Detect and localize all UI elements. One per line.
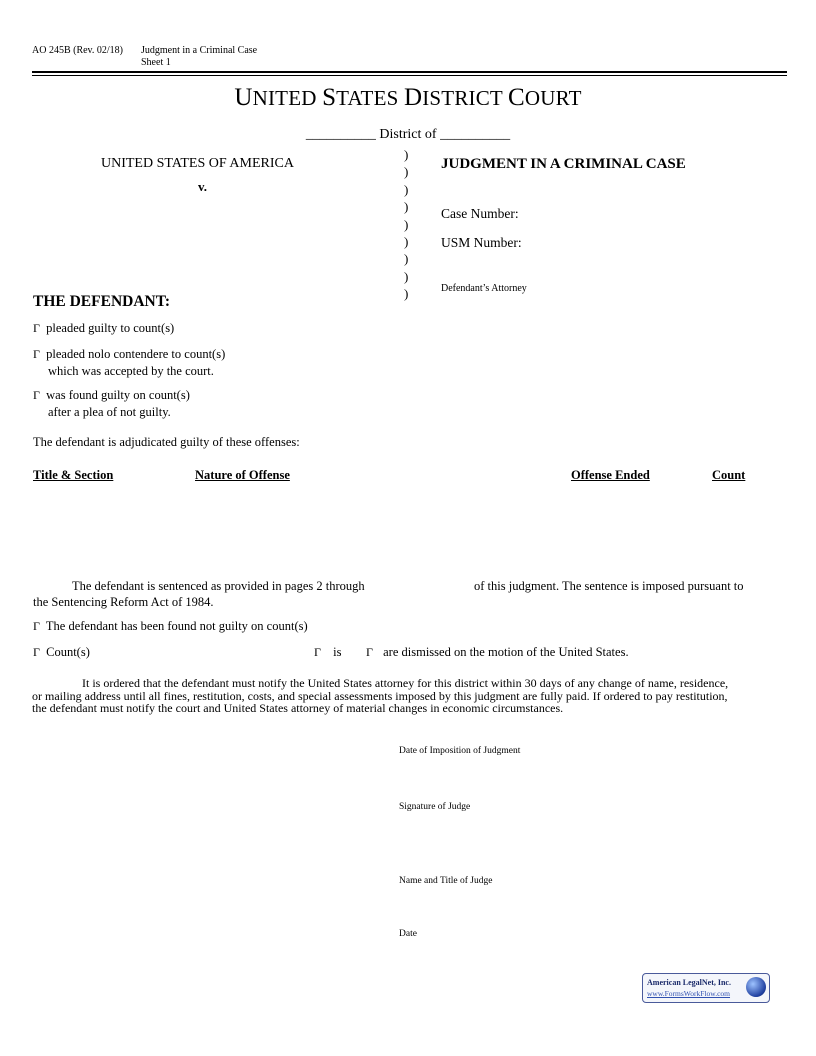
sheet-label: Sheet 1 xyxy=(141,57,171,68)
header-rule xyxy=(32,71,787,73)
found-guilty-option[interactable]: Γ was found guilty on count(s) xyxy=(33,388,190,402)
caption-parentheses: ) ) ) ) ) ) ) ) ) xyxy=(404,147,409,302)
checkbox-icon[interactable]: Γ xyxy=(366,645,373,659)
pleaded-guilty-option[interactable]: Γ pleaded guilty to count(s) xyxy=(33,321,175,335)
are-dismissed-option[interactable]: Γ are dismissed on the motion of the United States. xyxy=(366,645,629,659)
sentence-part1: The defendant is sentenced as provided in pages 2 through xyxy=(72,579,365,593)
checkbox-icon[interactable]: Γ xyxy=(33,645,40,659)
sentence-part2: of this judgment. The sentence is imposed pursuant to xyxy=(474,579,744,593)
col-offense-ended: Offense Ended xyxy=(571,468,650,482)
adjudicated-text: The defendant is adjudicated guilty of these offenses: xyxy=(33,435,300,449)
not-guilty-option[interactable]: Γ The defendant has been found not guilty on count(s) xyxy=(33,619,308,633)
logo-company: American LegalNet, Inc. xyxy=(647,978,731,987)
col-count: Count xyxy=(712,468,746,482)
defendant-attorney-label: Defendant’s Attorney xyxy=(441,283,527,294)
plaintiff: UNITED STATES OF AMERICA xyxy=(101,156,294,171)
sentence-line2: the Sentencing Reform Act of 1984. xyxy=(33,595,214,609)
name-title-judge-label: Name and Title of Judge xyxy=(399,876,493,886)
date-label: Date xyxy=(399,929,417,939)
checkbox-icon[interactable]: Γ xyxy=(33,321,40,335)
checkbox-icon[interactable]: Γ xyxy=(314,645,321,659)
checkbox-icon[interactable]: Γ xyxy=(33,619,40,633)
district-line: __________ District of __________ xyxy=(305,127,511,142)
col-title-section: Title & Section xyxy=(33,468,114,482)
versus: v. xyxy=(198,179,208,194)
checkbox-icon[interactable]: Γ xyxy=(33,388,40,402)
col-nature-offense: Nature of Offense xyxy=(195,468,290,482)
usm-number-label: USM Number: xyxy=(441,235,522,250)
pleaded-nolo-line2: which was accepted by the court. xyxy=(48,364,214,378)
found-guilty-line2: after a plea of not guilty. xyxy=(48,405,171,419)
form-id: AO 245B (Rev. 02/18) xyxy=(32,45,124,56)
header-rule-thin xyxy=(32,75,787,76)
court-title: UNITED STATES DISTRICT COURT xyxy=(234,84,582,111)
date-imposition-label: Date of Imposition of Judgment xyxy=(399,746,521,756)
is-option[interactable]: Γ is xyxy=(314,645,342,659)
legalnet-logo[interactable] xyxy=(642,973,770,1003)
judgment-title: JUDGMENT IN A CRIMINAL CASE xyxy=(441,156,686,172)
counts-option[interactable]: Γ Count(s) xyxy=(33,645,90,659)
checkbox-icon[interactable]: Γ xyxy=(33,347,40,361)
logo-url[interactable]: www.FormsWorkFlow.com xyxy=(647,989,731,998)
signature-judge-label: Signature of Judge xyxy=(399,802,471,812)
pleaded-nolo-option[interactable]: Γ pleaded nolo contendere to count(s) xyxy=(33,347,226,361)
order-paragraph: It is ordered that the defendant must notify the United States attorney for this district within 30 days of any change of name, residence, or mailing address until all fines, restitution, costs, and special assessments imposed by this judgment are fully paid. If ordered to pay restitution, the defendant must notify the court and United States attorney of material changes in economic circumstances. xyxy=(32,676,729,715)
form-title: Judgment in a Criminal Case xyxy=(141,45,258,56)
case-number-label: Case Number: xyxy=(441,206,519,221)
defendant-heading: THE DEFENDANT: xyxy=(33,293,171,310)
globe-icon xyxy=(746,977,766,997)
